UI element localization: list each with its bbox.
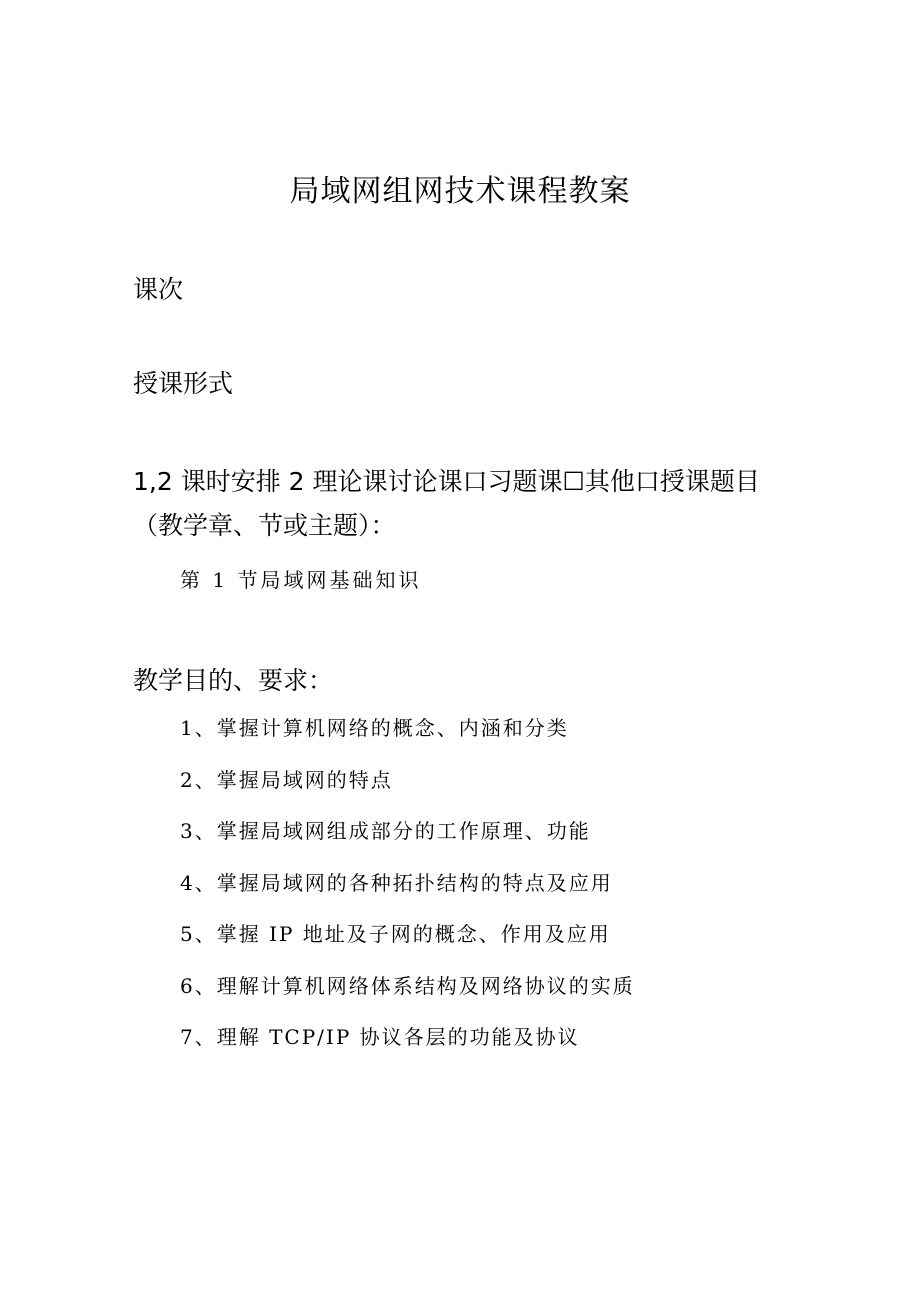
document-title: 局域网组网技术课程教案 bbox=[289, 174, 631, 209]
objective-item: 5、掌握 IP 地址及子网的概念、作用及应用 bbox=[180, 922, 611, 946]
objective-item: 6、理解计算机网络体系结构及网络协议的实质 bbox=[180, 973, 635, 998]
objectives-heading: 教学目的、要求： bbox=[133, 666, 334, 695]
teaching-form-label: 授课形式 bbox=[133, 369, 234, 398]
objective-item: 3、掌握局域网组成部分的工作原理、功能 bbox=[180, 819, 591, 843]
objective-item: 1、掌握计算机网络的概念、内涵和分类 bbox=[180, 716, 569, 740]
objectives-list bbox=[180, 712, 635, 1073]
schedule-line-1: 1,2 课时安排 2 理论课讨论课口习题课☐其他口授课题目 bbox=[133, 467, 760, 496]
objective-item: 4、掌握局域网的各种拓扑结构的特点及应用 bbox=[180, 870, 613, 895]
lesson-topic: 第 1 节局域网基础知识 bbox=[180, 568, 422, 592]
objective-item: 2、掌握局域网的特点 bbox=[180, 767, 393, 792]
lesson-label: 课次 bbox=[133, 275, 184, 304]
objective-item: 7、理解 TCP/IP 协议各层的功能及协议 bbox=[180, 1025, 580, 1049]
schedule-line-2: （教学章、节或主题）： bbox=[133, 511, 396, 540]
